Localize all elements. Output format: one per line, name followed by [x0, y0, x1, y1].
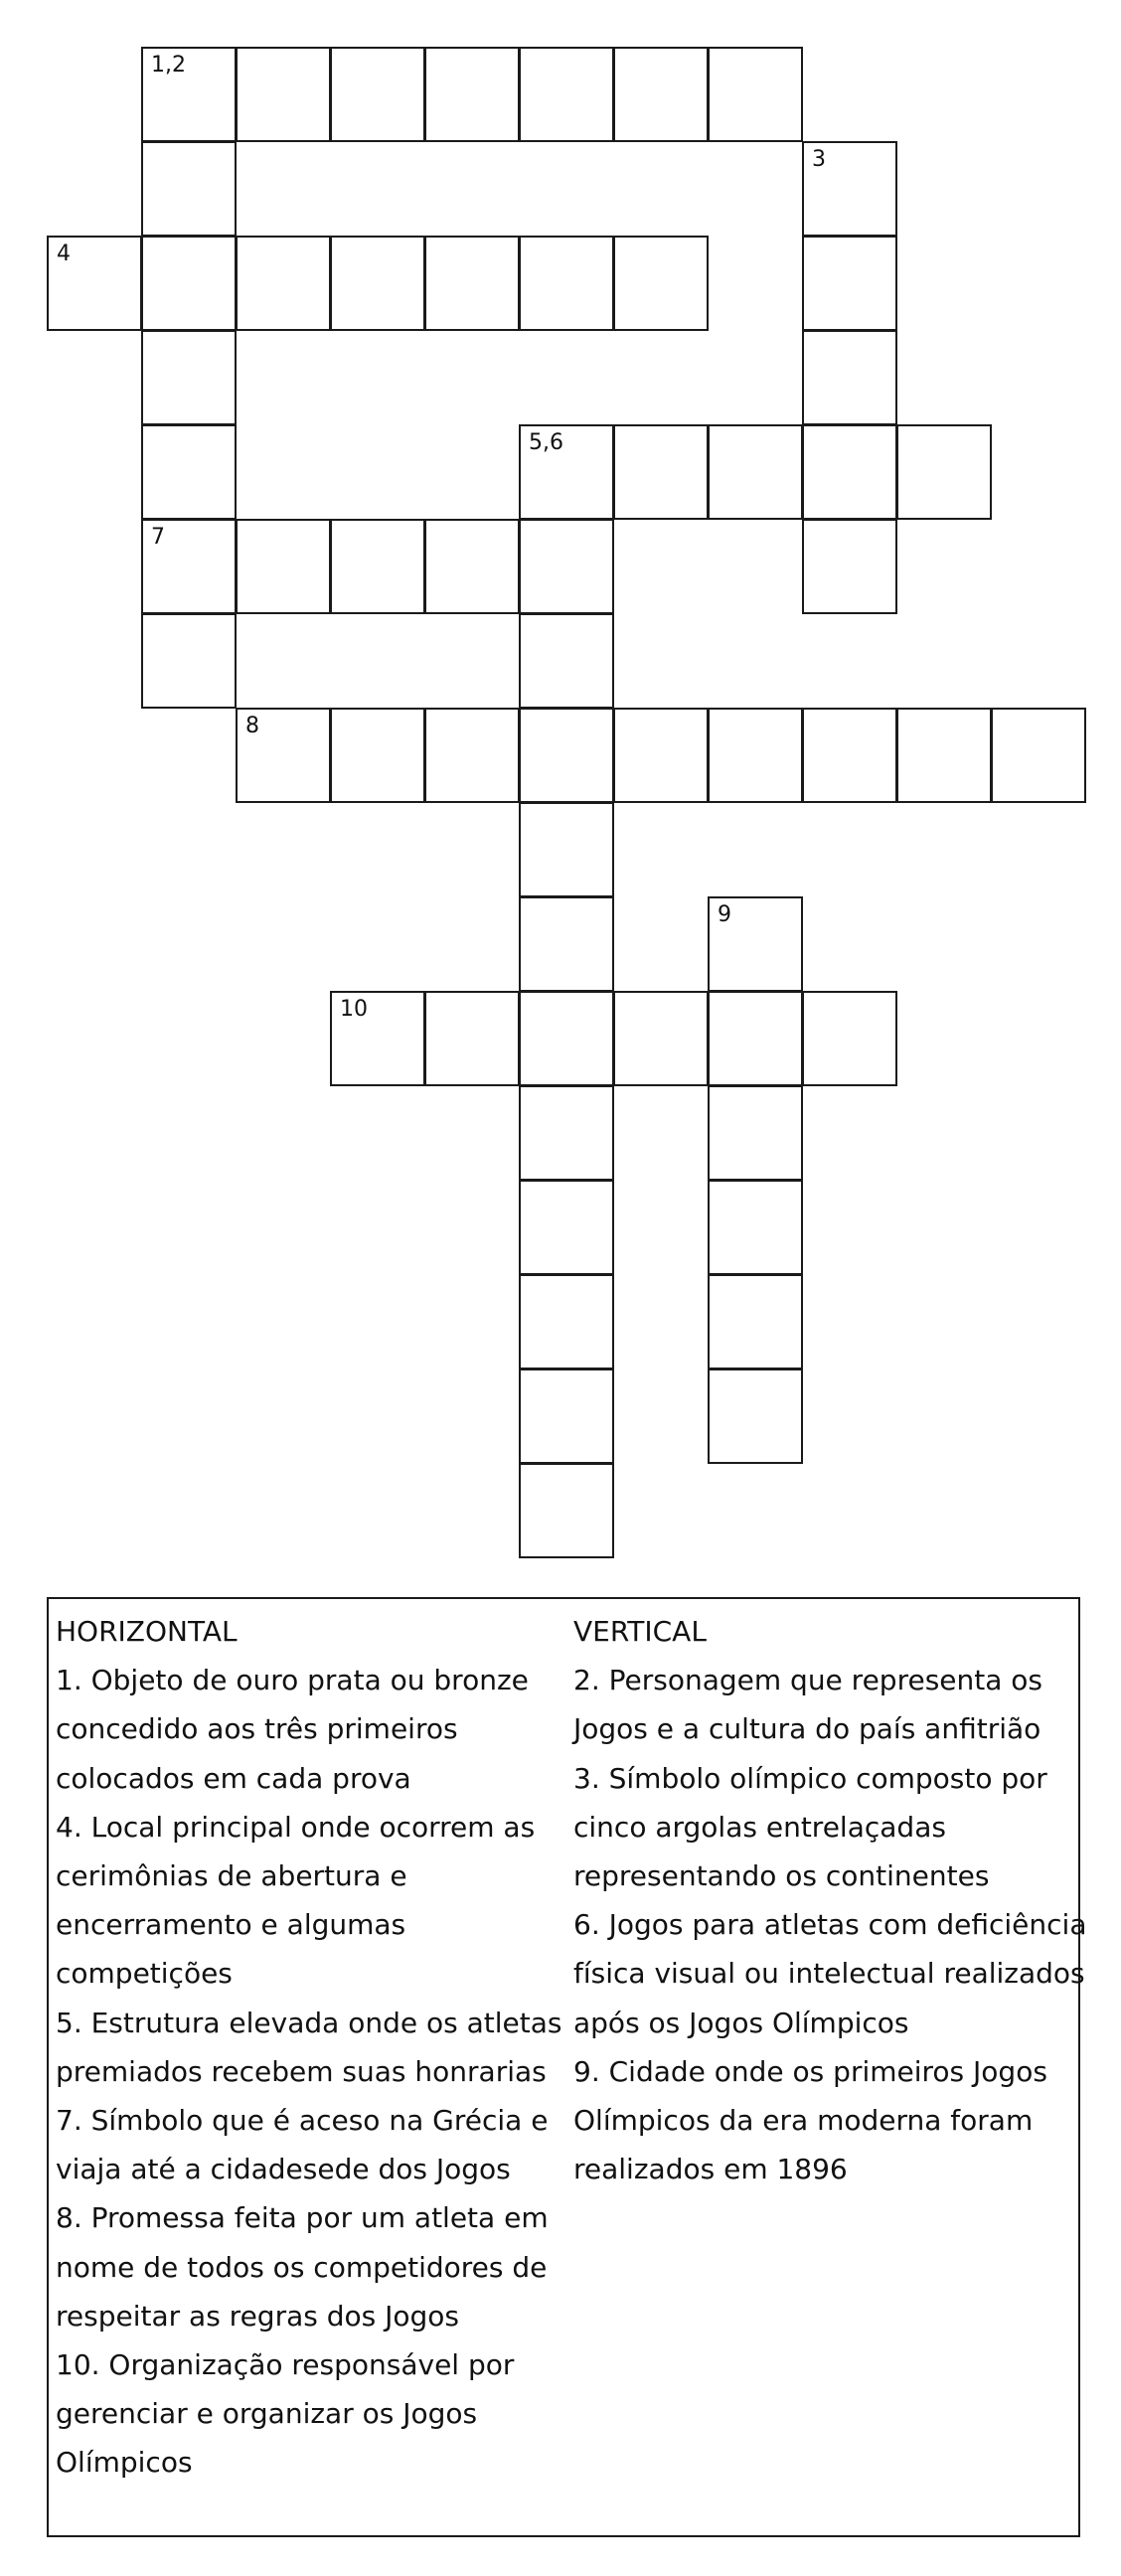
clue-number: 3	[812, 147, 826, 172]
crossword-cell[interactable]	[330, 991, 425, 1086]
crossword-cell[interactable]	[424, 236, 520, 331]
crossword-cell[interactable]	[47, 236, 142, 331]
crossword-cell[interactable]	[802, 236, 897, 331]
clues-box	[47, 1597, 1087, 2537]
crossword-cell[interactable]	[519, 613, 614, 709]
crossword-cell[interactable]	[141, 330, 237, 425]
crossword-cell[interactable]	[141, 424, 237, 520]
clue-line: Jogos e a cultura do país anfitrião	[573, 1712, 1041, 1746]
clue-line: Olímpicos da era moderna foram	[573, 2104, 1034, 2138]
crossword-cell[interactable]	[802, 708, 897, 803]
crossword-cell[interactable]	[330, 519, 425, 614]
clue-number: 5,6	[529, 430, 563, 455]
clue-line: 5. Estrutura elevada onde os atletas	[56, 2006, 562, 2039]
crossword-cell[interactable]	[708, 1274, 803, 1369]
clue-line: nome de todos os competidores de	[56, 2250, 548, 2284]
crossword-cell[interactable]	[802, 424, 897, 520]
crossword-cell[interactable]	[519, 1368, 614, 1464]
crossword-cell[interactable]	[613, 236, 709, 331]
crossword-cell[interactable]	[519, 1274, 614, 1369]
clue-number: 1,2	[151, 53, 186, 78]
clue-number: 8	[245, 714, 259, 738]
clue-line: encerramento e algumas	[56, 1908, 406, 1942]
crossword-cell[interactable]	[708, 1180, 803, 1275]
clue-line: respeitar as regras dos Jogos	[56, 2299, 460, 2333]
crossword-cell[interactable]	[802, 141, 897, 237]
clue-line: 2. Personagem que representa os	[573, 1664, 1043, 1697]
clue-line: representando os continentes	[573, 1859, 990, 1893]
crossword-cell[interactable]	[802, 519, 897, 614]
crossword-cell[interactable]	[708, 424, 803, 520]
clue-line: após os Jogos Olímpicos	[573, 2006, 909, 2039]
vertical-clues	[573, 1607, 1087, 2193]
crossword-cell[interactable]	[236, 519, 331, 614]
crossword-cell[interactable]	[519, 1085, 614, 1181]
crossword-cell[interactable]	[141, 141, 237, 237]
clue-line: 4. Local principal onde ocorrem as	[56, 1810, 536, 1844]
crossword-cell[interactable]	[141, 236, 237, 331]
crossword-cell[interactable]	[330, 236, 425, 331]
clue-line: 1. Objeto de ouro prata ou bronze	[56, 1664, 529, 1697]
crossword-cell[interactable]	[519, 47, 614, 142]
clue-line: colocados em cada prova	[56, 1761, 411, 1795]
crossword-cell[interactable]	[519, 802, 614, 897]
crossword-cell[interactable]	[519, 519, 614, 614]
crossword-cell[interactable]	[424, 991, 520, 1086]
crossword-cell[interactable]	[330, 47, 425, 142]
crossword-cell[interactable]	[708, 991, 803, 1086]
clue-number: 9	[718, 902, 731, 927]
clue-line: física visual ou intelectual realizados	[573, 1957, 1085, 1991]
clue-line: gerenciar e organizar os Jogos	[56, 2397, 478, 2431]
crossword-cell[interactable]	[708, 47, 803, 142]
crossword-cell[interactable]	[802, 991, 897, 1086]
clue-heading: VERTICAL	[573, 1615, 707, 1648]
crossword-cell[interactable]	[519, 1180, 614, 1275]
crossword-cell[interactable]	[613, 991, 709, 1086]
crossword-cell[interactable]	[141, 519, 237, 614]
crossword-cell[interactable]	[236, 708, 331, 803]
clue-number: 4	[57, 242, 71, 266]
crossword-cell[interactable]	[708, 1368, 803, 1464]
crossword-cell[interactable]	[141, 47, 237, 142]
crossword-cell[interactable]	[896, 708, 992, 803]
clue-line: 7. Símbolo que é aceso na Grécia e	[56, 2104, 549, 2138]
crossword-cell[interactable]	[708, 708, 803, 803]
clue-number: 10	[340, 997, 368, 1022]
crossword-cell[interactable]	[424, 519, 520, 614]
crossword-cell[interactable]	[613, 47, 709, 142]
crossword-cell[interactable]	[519, 896, 614, 992]
crossword-cell[interactable]	[141, 613, 237, 709]
clue-line: 10. Organização responsável por	[56, 2348, 515, 2382]
crossword-cell[interactable]	[424, 47, 520, 142]
crossword-cell[interactable]	[330, 708, 425, 803]
crossword-cell[interactable]	[613, 424, 709, 520]
crossword-cell[interactable]	[708, 896, 803, 992]
clue-line: 9. Cidade onde os primeiros Jogos	[573, 2054, 1047, 2088]
clue-line: premiados recebem suas honrarias	[56, 2054, 547, 2088]
crossword-cell[interactable]	[236, 236, 331, 331]
crossword-cell[interactable]	[519, 991, 614, 1086]
clue-line: realizados em 1896	[573, 2153, 848, 2186]
crossword-cell[interactable]	[519, 236, 614, 331]
crossword-cell[interactable]	[519, 708, 614, 803]
horizontal-clues	[56, 1607, 562, 2488]
clue-line: cinco argolas entrelaçadas	[573, 1810, 946, 1844]
clue-number: 7	[151, 525, 165, 550]
crossword-cell[interactable]	[896, 424, 992, 520]
crossword-cell[interactable]	[613, 708, 709, 803]
crossword-cell[interactable]	[236, 47, 331, 142]
clue-line: viaja até a cidadesede dos Jogos	[56, 2153, 511, 2186]
clue-line: cerimônias de abertura e	[56, 1859, 407, 1893]
clue-line: competições	[56, 1957, 233, 1991]
clue-line: concedido aos três primeiros	[56, 1712, 458, 1746]
clue-line: 3. Símbolo olímpico composto por	[573, 1761, 1047, 1795]
clue-line: 6. Jogos para atletas com deficiência	[573, 1908, 1087, 1942]
crossword-cell[interactable]	[708, 1085, 803, 1181]
crossword-cell[interactable]	[424, 708, 520, 803]
crossword-cell[interactable]	[991, 708, 1086, 803]
clue-line: 8. Promessa feita por um atleta em	[56, 2201, 549, 2235]
crossword-cell[interactable]	[519, 424, 614, 520]
clue-line: Olímpicos	[56, 2446, 193, 2480]
crossword-cell[interactable]	[519, 1463, 614, 1558]
crossword-cell[interactable]	[802, 330, 897, 425]
clue-heading: HORIZONTAL	[56, 1615, 238, 1648]
